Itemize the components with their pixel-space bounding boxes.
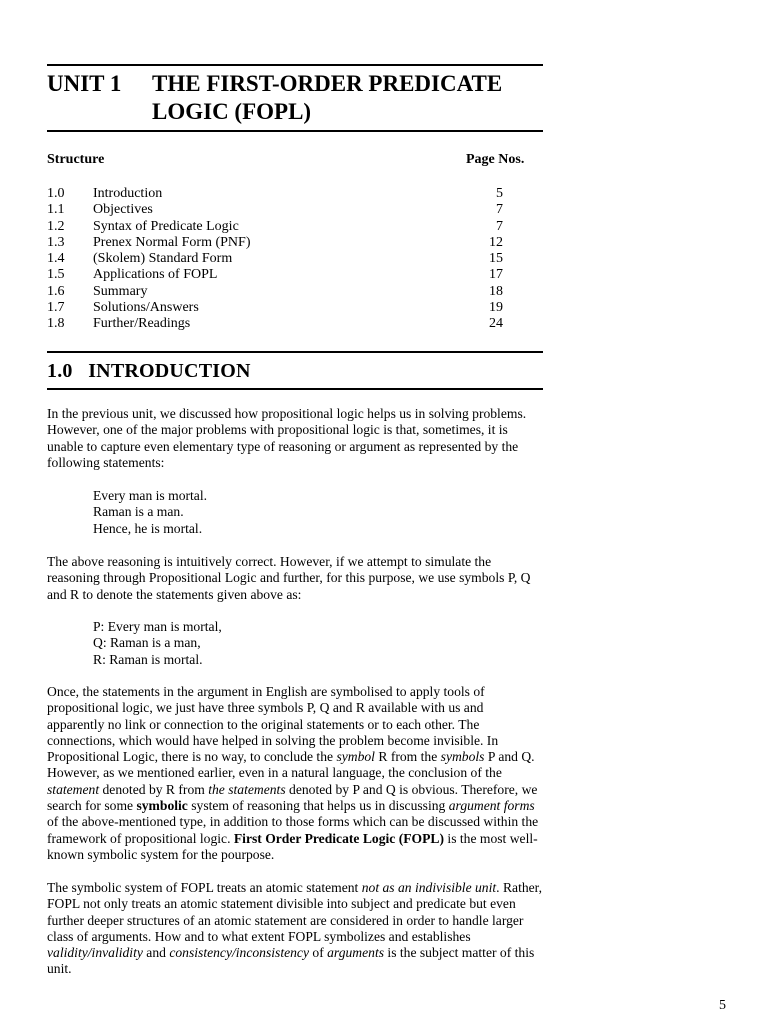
text-run: . Rather, FOPL not only treats an atomic statement divisible into subject and predicate but even further deeper structures of an atomic statement are considered in order to handle larger class of arguments. How and to what extent FOPL symbolizes and establishes (47, 880, 543, 944)
structure-label: Structure (47, 152, 105, 167)
unit-title-line1: THE FIRST-ORDER PREDICATE (152, 71, 503, 96)
toc-page: 7 (496, 218, 503, 234)
symbol-line: P: Every man is mortal, (93, 619, 222, 634)
text-run: and (142, 945, 170, 961)
toc-title: Summary (93, 283, 148, 299)
text-run: Once, the statements in the argument in English are symbolised to apply tools of propositional logic, we just have three symbols P, Q and R available with us and apparently no link or connection to the original statements or to each other. The connections, which would have helped in solving the problem become invisible. In Propositional Logic, there is no way, to conclude the (47, 684, 499, 765)
toc-row (47, 186, 503, 202)
toc-number: 1.7 (47, 300, 65, 316)
toc-row (47, 251, 503, 267)
title-bottom-rule (47, 130, 543, 132)
toc-row (47, 316, 503, 332)
text-run: P and Q. However, as we mentioned earlier, even in a natural language, the conclusion of the (47, 749, 535, 781)
symbol-line: R: Raman is mortal. (93, 651, 203, 667)
text-run: R from the (374, 749, 441, 765)
toc-number: 1.1 (47, 202, 65, 218)
symbol-definitions (93, 619, 222, 668)
toc-row (47, 284, 503, 300)
toc-row (47, 219, 503, 235)
toc-page: 19 (489, 300, 503, 316)
emphasis: not as an indivisible unit (361, 880, 497, 895)
section-top-rule (47, 351, 543, 353)
toc-number: 1.4 (47, 251, 65, 267)
toc-number: 1.3 (47, 234, 65, 250)
text-run: denoted by R from (99, 781, 209, 797)
unit-number: UNIT 1 (47, 71, 122, 96)
statement-line: Raman is a man. (93, 504, 184, 520)
emphasis: statement (47, 781, 100, 797)
intro-paragraph-1: In the previous unit, we discussed how propositional logic helps us in solving problems. However, one of the major problems with propositional logic is that, sometimes, it is unable to capture even elementary type of reasoning or argument as represented by the following statements: (47, 406, 527, 470)
toc-title: Solutions/Answers (93, 300, 199, 316)
toc-row (47, 300, 503, 316)
toc-title: Applications of FOPL (93, 267, 218, 283)
page-nos-label: Page Nos. (466, 152, 525, 167)
strong-text: First Order Predicate Logic (FOPL) (233, 830, 445, 846)
unit-title-line2: LOGIC (FOPL) (152, 99, 312, 124)
table-of-contents (47, 186, 503, 333)
toc-title: Introduction (93, 186, 163, 201)
toc-row (47, 202, 503, 218)
toc-number: 1.0 (47, 186, 65, 201)
emphasis: argument forms (448, 798, 535, 814)
page-number: 5 (719, 998, 726, 1013)
text-run: system of reasoning that helps us in discussing (187, 798, 449, 814)
toc-page: 24 (489, 316, 503, 332)
toc-title: Prenex Normal Form (PNF) (93, 234, 251, 250)
toc-title: Objectives (93, 202, 153, 218)
text-run: The symbolic system of FOPL treats an atomic statement (47, 880, 362, 895)
section-bottom-rule (47, 388, 543, 390)
toc-page: 15 (489, 251, 503, 267)
intro-paragraph-2: The above reasoning is intuitively correct. However, if we attempt to simulate the reasoning through Propositional Logic and further, for this purpose, we use symbols P, Q and R to denote the statements given above as: (47, 554, 531, 602)
emphasis: symbol (336, 749, 375, 765)
text-run: is the most well-known symbolic system for the pourpose. (47, 830, 538, 862)
text-run: denoted by P and Q is obvious. Therefore, we search for some (47, 781, 538, 814)
emphasis: arguments (327, 945, 385, 961)
toc-number: 1.6 (47, 283, 65, 299)
text-run: of the above-mentioned type, in addition to those forms which can be discussed within the framework of propositional logic. (47, 814, 539, 846)
emphasis: the statements (208, 781, 286, 797)
intro-paragraph-4 (47, 880, 543, 978)
symbol-line: Q: Raman is a man, (93, 635, 201, 651)
emphasis: consistency/inconsistency (169, 945, 309, 961)
unit-title-text (152, 70, 542, 126)
intro-paragraph-3 (47, 684, 543, 863)
toc-page: 17 (489, 267, 503, 283)
text-run: is the subject matter of this unit. (47, 945, 535, 977)
toc-page: 5 (496, 186, 503, 201)
emphasis: validity/invalidity (47, 945, 143, 961)
toc-row (47, 267, 503, 283)
toc-number: 1.8 (47, 316, 65, 332)
toc-page: 18 (489, 283, 503, 299)
toc-number: 1.2 (47, 218, 65, 234)
toc-number: 1.5 (47, 267, 65, 283)
text-run: of (309, 945, 328, 961)
toc-title: (Skolem) Standard Form (93, 251, 233, 267)
statement-line: Every man is mortal. (93, 488, 208, 503)
top-rule (47, 64, 543, 66)
toc-row (47, 235, 503, 251)
toc-title: Further/Readings (93, 316, 191, 332)
statement-line: Hence, he is mortal. (93, 520, 203, 536)
toc-page: 7 (496, 202, 503, 218)
toc-title: Syntax of Predicate Logic (93, 218, 239, 234)
toc-page: 12 (489, 234, 503, 250)
example-statements (93, 488, 207, 537)
section-heading: 1.0 INTRODUCTION (47, 360, 251, 382)
emphasis: symbols (440, 749, 485, 765)
strong-text: symbolic (136, 798, 188, 814)
